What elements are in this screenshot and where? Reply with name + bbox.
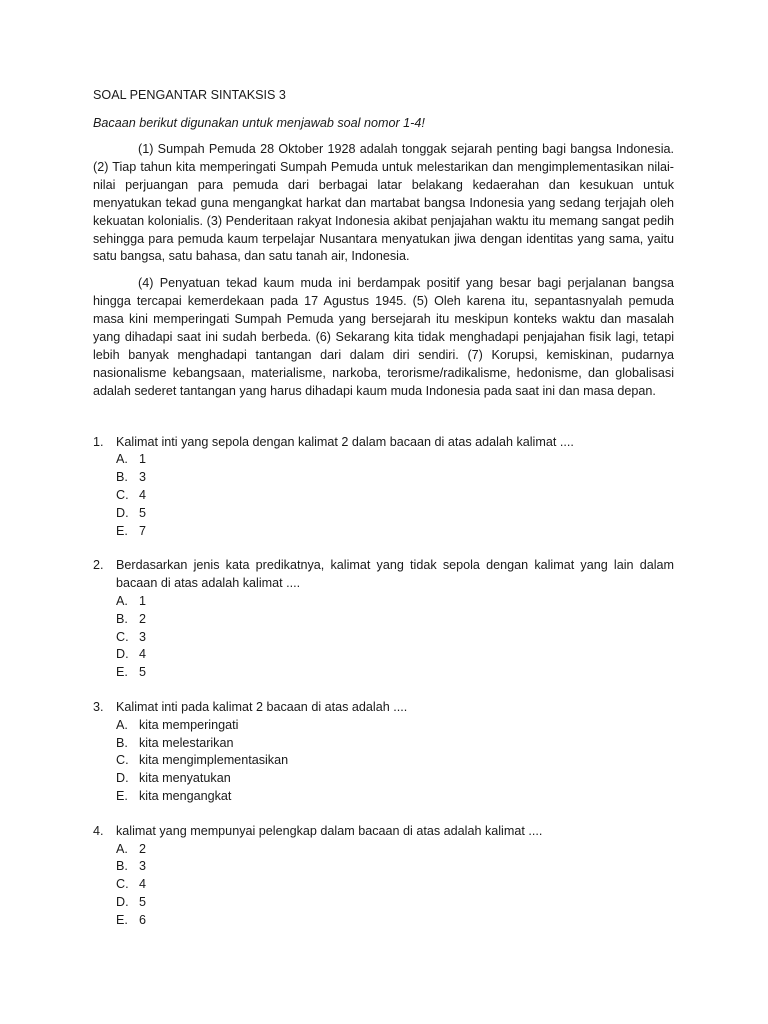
question-4 <box>93 823 674 930</box>
reading-paragraph-1: (1) Sumpah Pemuda 28 Oktober 1928 adalah tonggak sejarah penting bagi bangsa Indonesia. (2) Tiap tahun kita memperingati Sumpah Pemuda untuk melestarikan dan mengimplementasikan nilai-nilai perjuangan para pemuda dari berbagai latar belakang kedaerahan dan kesukuan untuk menyatukan tekad guna mengangkat harkat dan martabat bangsa Indonesia yang sedang terjajah oleh kekuatan kolonialis. (3) Penderitaan rakyat Indonesia akibat penjajahan waktu itu memang sangat pedih sehingga para pemuda kaum terpelajar Nusantara menyatukan jiwa dengan identitas yang sama, yaitu satu bangsa, satu bahasa, dan satu tanah air, Indonesia. <box>93 142 674 264</box>
option-letter: D. <box>116 771 129 786</box>
reading-paragraph-2: (4) Penyatuan tekad kaum muda ini berdampak positif yang besar bagi perjalanan bangsa hingga tercapai kemerdekaan pada 17 Agustus 1945. (5) Oleh karena itu, sepantasnyalah pemuda masa kini memperingati Sumpah Pemuda yang bersejarah itu meskipun konteks waktu dan masalah yang dihadapi saat ini sudah berbeda. (6) Sekarang kita tidak menghadapi penjajahan fisik lagi, tetapi lebih banyak menghadapi tantangan dari dalam diri sendiri. (7) Korupsi, kemiskinan, pudarnya nasionalisme kebangsaan, materialisme, narkoba, terorisme/radikalisme, hedonisme, dan globalisasi adalah sederet tantangan yang harus dihadapi kaum muda Indonesia pada saat ini dan masa depan. <box>93 276 674 398</box>
option-list <box>116 451 674 540</box>
question-text: Kalimat inti pada kalimat 2 bacaan di atas adalah .... <box>116 700 408 715</box>
option-e[interactable] <box>116 523 674 541</box>
question-number: 1. <box>93 434 104 449</box>
option-letter: C. <box>116 629 129 644</box>
option-letter: B. <box>116 611 128 626</box>
question-2 <box>93 557 674 682</box>
question-1 <box>93 434 674 541</box>
option-text: 3 <box>139 629 147 644</box>
document-page <box>93 86 674 947</box>
option-text: kita melestarikan <box>139 735 234 750</box>
option-list <box>116 841 674 930</box>
option-list <box>116 717 674 806</box>
option-a[interactable] <box>116 451 674 469</box>
reading-instruction: Bacaan berikut digunakan untuk menjawab soal nomor 1-4! <box>93 116 425 130</box>
option-text: 3 <box>139 859 147 874</box>
question-number: 2. <box>93 558 104 573</box>
option-text: 5 <box>139 895 147 910</box>
option-letter: C. <box>116 488 129 503</box>
option-b[interactable] <box>116 611 674 629</box>
option-letter: B. <box>116 735 128 750</box>
option-d[interactable] <box>116 770 674 788</box>
option-letter: E. <box>116 523 128 538</box>
question-3 <box>93 699 674 806</box>
option-a[interactable] <box>116 593 674 611</box>
option-text: kita menyatukan <box>139 771 231 786</box>
option-e[interactable] <box>116 912 674 930</box>
option-text: kita memperingati <box>139 717 239 732</box>
option-text: 7 <box>139 523 147 538</box>
option-letter: D. <box>116 647 129 662</box>
option-b[interactable] <box>116 735 674 753</box>
option-text: kita mengangkat <box>139 789 232 804</box>
option-text: 4 <box>139 877 147 892</box>
option-letter: A. <box>116 594 128 609</box>
option-d[interactable] <box>116 894 674 912</box>
option-letter: A. <box>116 452 128 467</box>
option-e[interactable] <box>116 664 674 682</box>
option-text: 2 <box>139 611 147 626</box>
question-text: kalimat yang mempunyai pelengkap dalam bacaan di atas adalah kalimat .... <box>116 823 543 838</box>
option-d[interactable] <box>116 646 674 664</box>
question-number: 3. <box>93 700 104 715</box>
option-letter: C. <box>116 753 129 768</box>
option-text: 4 <box>139 488 147 503</box>
option-c[interactable] <box>116 876 674 894</box>
option-letter: E. <box>116 789 128 804</box>
option-letter: D. <box>116 505 129 520</box>
option-text: 1 <box>139 594 147 609</box>
option-list <box>116 593 674 682</box>
option-letter: B. <box>116 859 128 874</box>
option-text: 5 <box>139 665 147 680</box>
option-text: 1 <box>139 452 147 467</box>
option-letter: B. <box>116 470 128 485</box>
option-text: 6 <box>139 912 147 927</box>
document-title: SOAL PENGANTAR SINTAKSIS 3 <box>93 88 286 102</box>
option-c[interactable] <box>116 487 674 505</box>
option-letter: A. <box>116 841 128 856</box>
question-list <box>93 434 674 930</box>
question-text: Kalimat inti yang sepola dengan kalimat 2 dalam bacaan di atas adalah kalimat .... <box>116 434 574 449</box>
option-letter: D. <box>116 895 129 910</box>
option-letter: E. <box>116 665 128 680</box>
option-d[interactable] <box>116 505 674 523</box>
option-letter: A. <box>116 717 128 732</box>
option-a[interactable] <box>116 717 674 735</box>
question-text: Berdasarkan jenis kata predikatnya, kalimat yang tidak sepola dengan kalimat yang lain dalam bacaan di atas adalah kalimat .... <box>116 558 674 591</box>
option-text: 2 <box>139 841 147 856</box>
option-b[interactable] <box>116 469 674 487</box>
option-a[interactable] <box>116 841 674 859</box>
option-text: 3 <box>139 470 147 485</box>
option-text: kita mengimplementasikan <box>139 753 289 768</box>
question-number: 4. <box>93 823 104 838</box>
option-c[interactable] <box>116 629 674 647</box>
option-b[interactable] <box>116 858 674 876</box>
option-letter: C. <box>116 877 129 892</box>
option-text: 4 <box>139 647 147 662</box>
option-text: 5 <box>139 505 147 520</box>
option-letter: E. <box>116 912 128 927</box>
option-c[interactable] <box>116 752 674 770</box>
option-e[interactable] <box>116 788 674 806</box>
